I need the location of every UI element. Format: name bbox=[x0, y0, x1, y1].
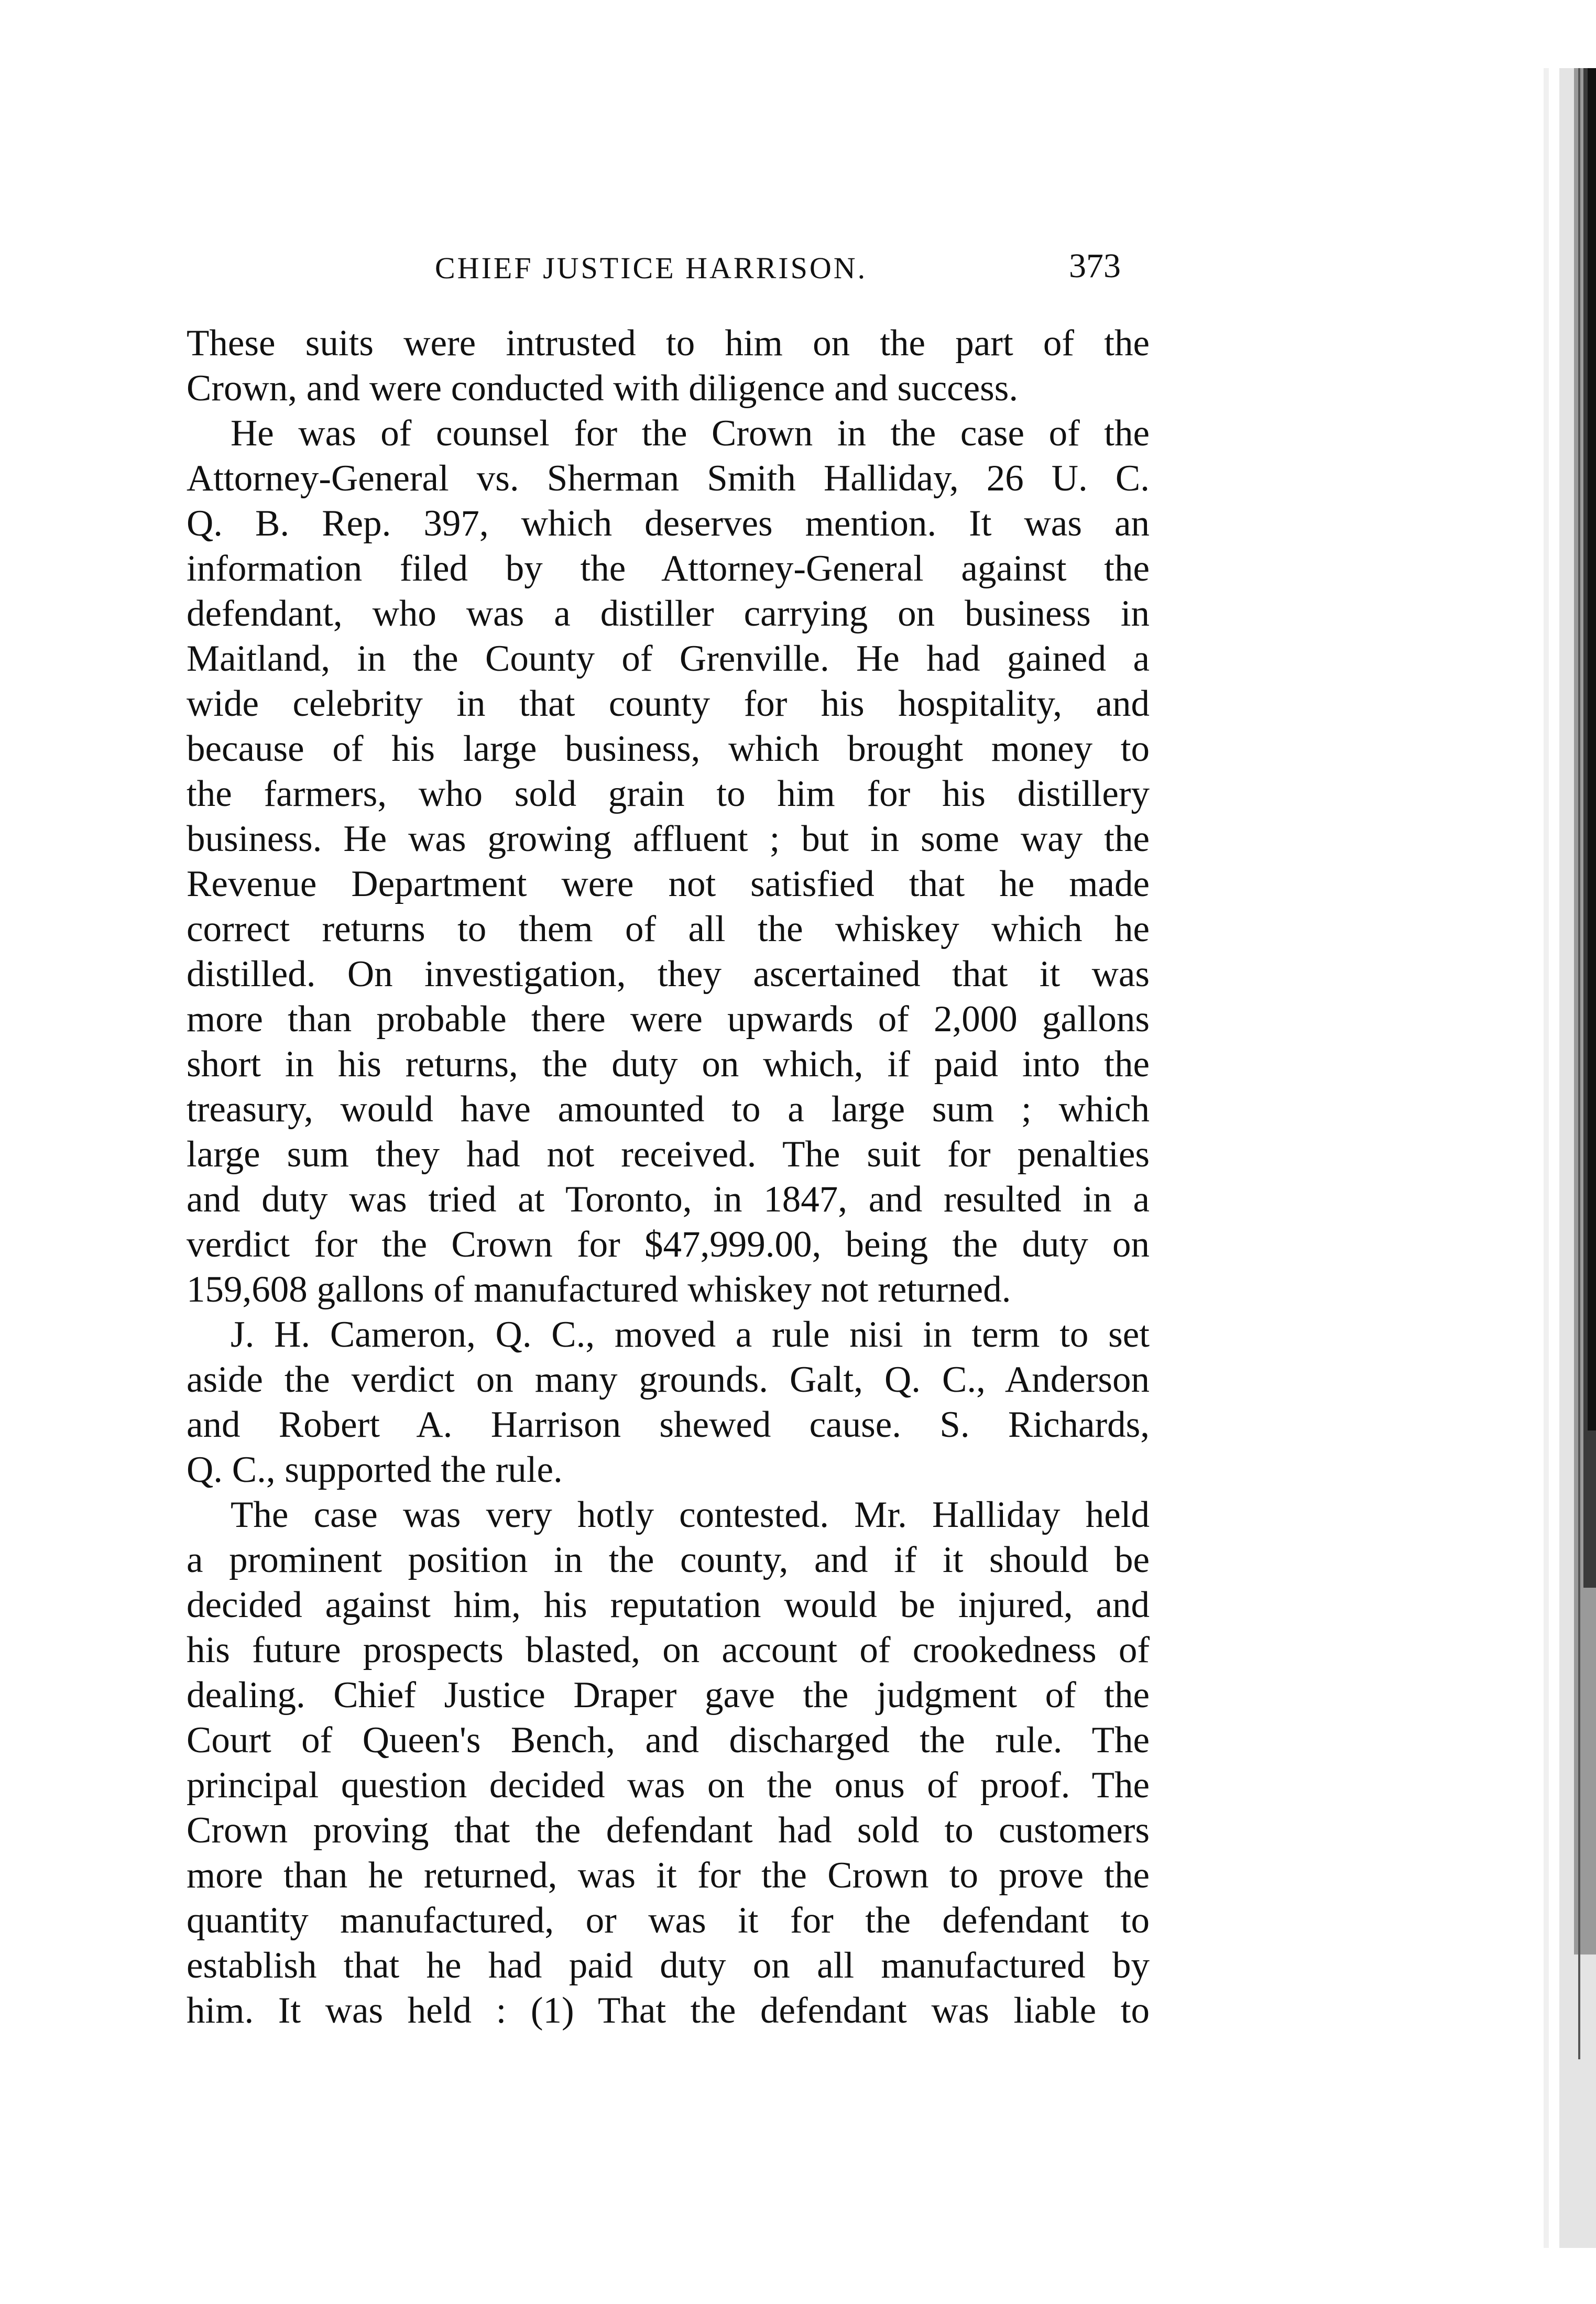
text-line: more than probable there were upwards of 2,000 gallons bbox=[187, 999, 1150, 1040]
text-line: distilled. On investigation, they ascertained that it was bbox=[187, 954, 1150, 995]
text-line: Attorney-General vs. Sherman Smith Halliday, 26 U. C. bbox=[187, 458, 1150, 499]
text-line: The case was very hotly contested. Mr. Halliday held bbox=[231, 1494, 1150, 1535]
text-line: wide celebrity in that county for his hospitality, and bbox=[187, 683, 1150, 724]
text-line: him. It was held : (1) That the defendant was liable to bbox=[187, 1990, 1150, 2031]
text-line: verdict for the Crown for $47,999.00, being the duty on bbox=[187, 1224, 1150, 1265]
text-line: his future prospects blasted, on account of crookedness of bbox=[187, 1630, 1150, 1670]
text-line: aside the verdict on many grounds. Galt, Q. C., Anderson bbox=[187, 1359, 1150, 1400]
text-line: short in his returns, the duty on which, if paid into the bbox=[187, 1044, 1150, 1085]
text-line: business. He was growing affluent ; but in some way the bbox=[187, 818, 1150, 859]
text-line: a prominent position in the county, and if it should be bbox=[187, 1539, 1150, 1580]
text-line: the farmers, who sold grain to him for his distillery bbox=[187, 773, 1150, 814]
text-line: Revenue Department were not satisfied that he made bbox=[187, 864, 1150, 904]
page-number: 373 bbox=[1069, 247, 1121, 285]
text-line: information filed by the Attorney-General against the bbox=[187, 548, 1150, 589]
text-line: Maitland, in the County of Grenville. He had gained a bbox=[187, 638, 1150, 679]
text-line: J. H. Cameron, Q. C., moved a rule nisi in term to set bbox=[231, 1314, 1150, 1355]
text-line: treasury, would have amounted to a large sum ; which bbox=[187, 1089, 1150, 1130]
text-line: large sum they had not received. The suit for penalties bbox=[187, 1134, 1150, 1175]
text-line: Crown, and were conducted with diligence and success. bbox=[187, 368, 1019, 409]
text-line: more than he returned, was it for the Crown to prove the bbox=[187, 1855, 1150, 1896]
text-line: dealing. Chief Justice Draper gave the judgment of the bbox=[187, 1675, 1150, 1716]
text-line: establish that he had paid duty on all manufactured by bbox=[187, 1945, 1150, 1986]
text-line: correct returns to them of all the whiskey which he bbox=[187, 909, 1150, 949]
running-head: CHIEF JUSTICE HARRISON. bbox=[435, 251, 868, 285]
text-line: Crown proving that the defendant had sold to customers bbox=[187, 1810, 1150, 1851]
text-line: principal question decided was on the onus of proof. The bbox=[187, 1765, 1150, 1806]
text-line: defendant, who was a distiller carrying on business in bbox=[187, 593, 1150, 634]
text-line: 159,608 gallons of manufactured whiskey not returned. bbox=[187, 1269, 1011, 1310]
text-line: and Robert A. Harrison shewed cause. S. Richards, bbox=[187, 1404, 1150, 1445]
text-line: Q. B. Rep. 397, which deserves mention. It was an bbox=[187, 503, 1150, 544]
text-line: quantity manufactured, or was it for the defendant to bbox=[187, 1900, 1150, 1941]
text-line: He was of counsel for the Crown in the case of the bbox=[231, 413, 1150, 454]
text-line: and duty was tried at Toronto, in 1847, and resulted in a bbox=[187, 1179, 1150, 1220]
text-line: Q. C., supported the rule. bbox=[187, 1449, 563, 1490]
text-line: because of his large business, which brought money to bbox=[187, 728, 1150, 769]
text-line: These suits were intrusted to him on the part of the bbox=[187, 323, 1150, 364]
body-text bbox=[187, 321, 1150, 2033]
text-line: Court of Queen's Bench, and discharged the rule. The bbox=[187, 1720, 1150, 1761]
text-line: decided against him, his reputation would be injured, and bbox=[187, 1585, 1150, 1625]
scanned-page-edge bbox=[1481, 68, 1596, 2248]
